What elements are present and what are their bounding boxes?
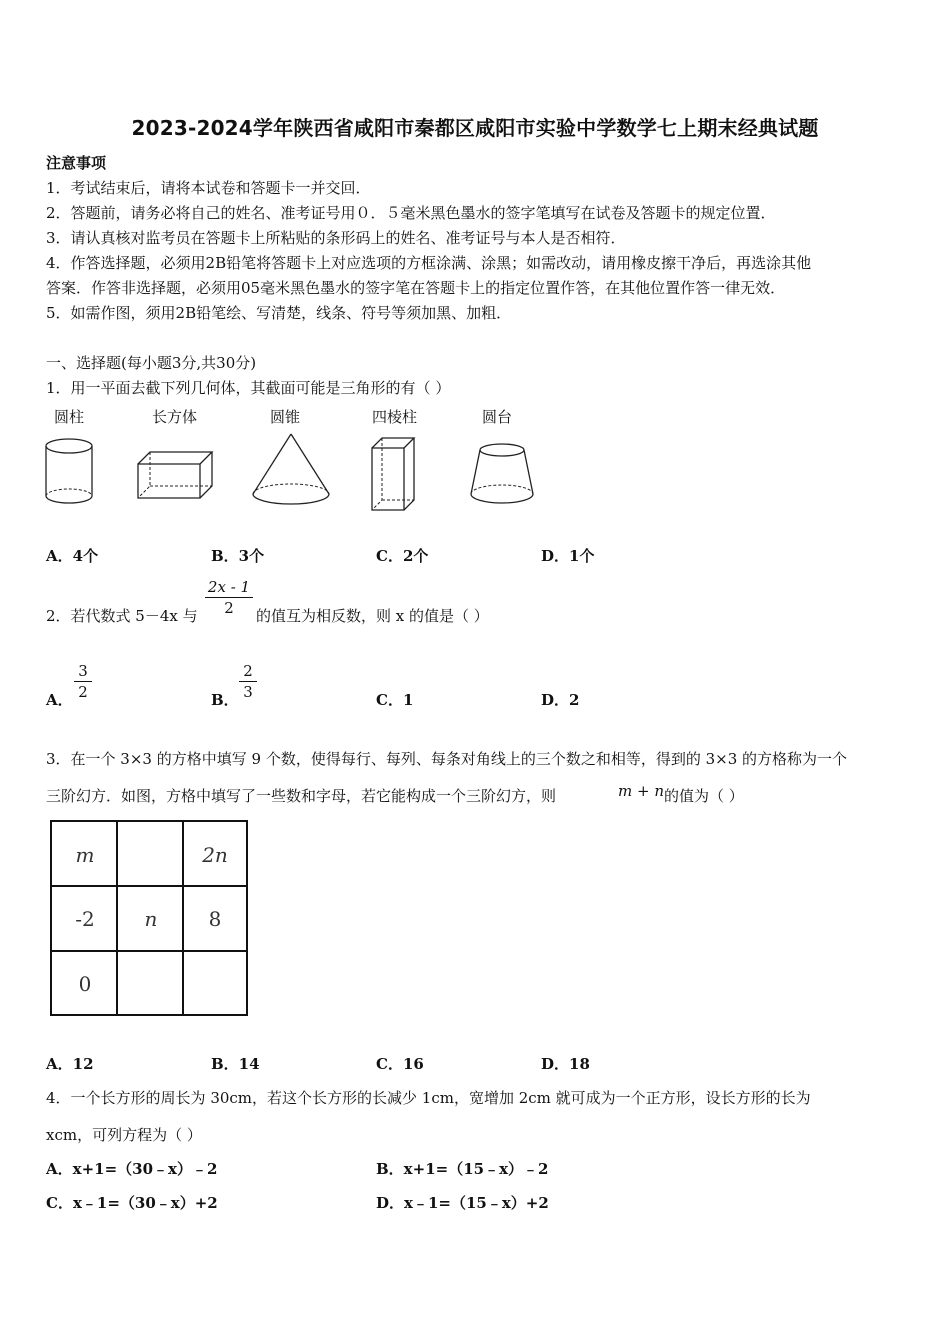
- q4-option-c: C．x﹣1=（30﹣x）+2: [46, 1194, 218, 1212]
- q2-option-a-label: A．: [46, 691, 73, 709]
- q2-option-c: C．1: [376, 691, 414, 709]
- notice-item: 答案．作答非选择题，必须用05毫米黑色墨水的签字笔在答题卡上的指定位置作答，在其他位置作答一律无效．: [46, 279, 786, 297]
- question-2-stem-prefix: 2．若代数式 5－4x 与: [46, 607, 198, 625]
- q2-option-a-denominator: 2: [78, 683, 88, 701]
- q3-option-a: A．12: [46, 1055, 94, 1073]
- notice-item: 4．作答选择题，必须用2B铅笔将答题卡上对应选项的方框涂满、涂黑；如需改动，请用橡皮擦干净后，再选涂其他: [46, 254, 812, 272]
- q2-option-a-numerator: 3: [78, 662, 88, 680]
- q2-option-b-label: B．: [211, 691, 239, 709]
- question-3-line2-suffix: 的值为（ ）: [664, 787, 744, 805]
- grid-cell: 0: [78, 971, 92, 996]
- q3-option-c: C．16: [376, 1055, 424, 1073]
- grid-cell: [182, 951, 248, 1016]
- shape-label-frustum: 圆台: [482, 408, 513, 426]
- question-4-line1: 4．一个长方形的周长为 30cm，若这个长方形的长减少 1cm，宽增加 2cm 就可成为一个正方形，设长方形的长为: [46, 1089, 811, 1107]
- q2-fraction-numerator: 2x - 1: [207, 578, 251, 596]
- grid-cell: 8: [208, 906, 222, 931]
- q3-option-b: B．14: [211, 1055, 260, 1073]
- q4-option-a: A．x+1=（30﹣x）﹣2: [46, 1160, 218, 1178]
- notice-item: 5．如需作图，须用2B铅笔绘、写清楚，线条、符号等须加黑、加粗．: [46, 304, 512, 322]
- shape-label-cuboid: 长方体: [152, 408, 198, 426]
- q3-option-d: D．18: [541, 1055, 590, 1073]
- question-3-line1: 3．在一个 3×3 的方格中填写 9 个数，使得每行、每列、每条对角线上的三个数之和相等，得到的 3×3 的方格称为一个: [46, 750, 848, 768]
- q2-option-b-fraction: [239, 662, 257, 701]
- q2-option-b-numerator: 2: [243, 662, 253, 680]
- q4-option-b: B．x+1=（15﹣x）﹣2: [376, 1160, 549, 1178]
- prism-figure: [366, 434, 418, 514]
- grid-cell: n: [144, 906, 158, 931]
- grid-cell: m: [75, 842, 95, 867]
- question-4-line2: xcm，可列方程为（ ）: [46, 1126, 202, 1144]
- cuboid-figure: [134, 446, 218, 504]
- q1-option-a: A．4个: [46, 547, 99, 565]
- notice-item: 2．答题前，请务必将自己的姓名、准考证号用０．５毫米黑色墨水的签字笔填写在试卷及答题卡的规定位置．: [46, 204, 776, 222]
- q2-option-b-denominator: 3: [243, 683, 253, 701]
- grid-cell: [118, 951, 184, 1016]
- shape-label-prism: 四棱柱: [372, 408, 418, 426]
- q2-option-a-fraction: [74, 662, 92, 701]
- question-2-stem-suffix: 的值互为相反数，则 x 的值是（ ）: [256, 607, 489, 625]
- grid-cell: -2: [75, 906, 95, 931]
- q1-option-b: B．3个: [211, 547, 265, 565]
- magic-square-grid: [50, 820, 248, 1016]
- q2-option-d: D．2: [541, 691, 580, 709]
- question-3-line2-prefix: 三阶幻方．如图，方格中填写了一些数和字母，若它能构成一个三阶幻方，则: [46, 787, 557, 805]
- cylinder-figure: [42, 436, 96, 508]
- notice-item: 3．请认真核对监考员在答题卡上所粘贴的条形码上的姓名、准考证号与本人是否相符．: [46, 229, 626, 247]
- q2-fraction: [205, 578, 253, 617]
- shape-label-cylinder: 圆柱: [54, 408, 85, 426]
- notice-heading: 注意事项: [46, 154, 107, 172]
- q1-option-d: D．1个: [541, 547, 595, 565]
- section-heading: 一、选择题(每小题3分,共30分): [46, 354, 257, 372]
- question-1-stem: 1．用一平面去截下列几何体，其截面可能是三角形的有（ ）: [46, 379, 451, 397]
- shape-label-cone: 圆锥: [270, 408, 301, 426]
- notice-item: 1．考试结束后，请将本试卷和答题卡一并交回．: [46, 179, 371, 197]
- page-title: 2023-2024学年陕西省咸阳市秦都区咸阳市实验中学数学七上期末经典试题: [131, 116, 819, 140]
- grid-cell: [118, 822, 184, 887]
- grid-cell: 2n: [202, 842, 228, 867]
- question-3-expression: m + n: [618, 782, 664, 800]
- q4-option-d: D．x﹣1=（15﹣x）+2: [376, 1194, 549, 1212]
- q1-option-c: C．2个: [376, 547, 429, 565]
- q2-fraction-denominator: 2: [224, 599, 234, 617]
- cone-figure: [248, 430, 334, 512]
- frustum-figure: [466, 440, 538, 510]
